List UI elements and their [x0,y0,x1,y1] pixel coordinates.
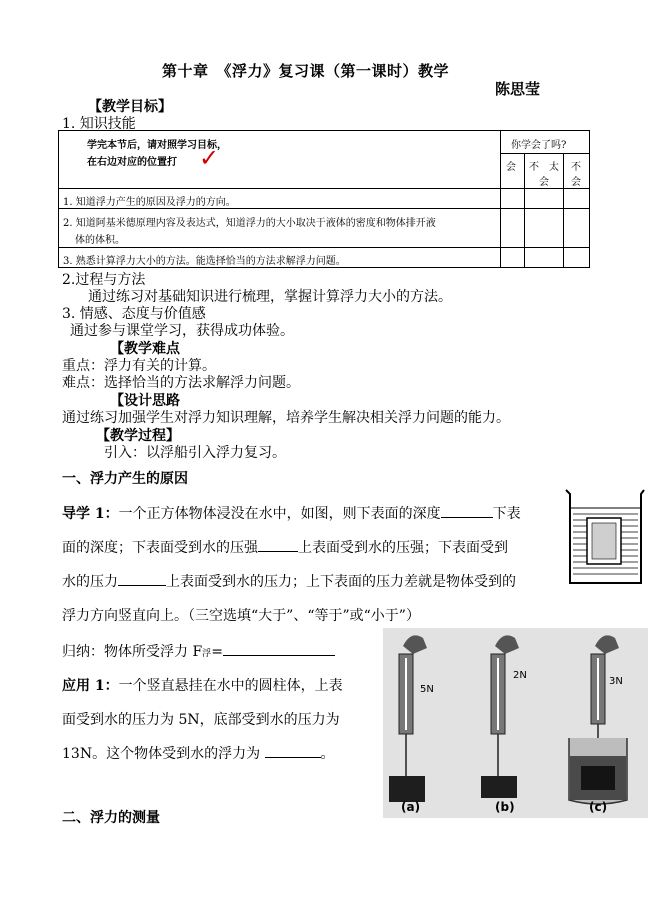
caption-b: (b) [495,800,515,814]
answer-blank[interactable] [118,573,166,586]
table-row-2-cont: 体的体积。 [75,235,125,246]
table-row-2: 2. 知道阿基米德原理内容及表达式，知道浮力的大小取决于液体的密度和物体排开液 [63,218,436,229]
summary-subscript: 浮 [202,649,212,659]
process-text: 通过练习对基础知识进行梳理，掌握计算浮力大小的方法。 [88,289,452,305]
section1-heading: 1. 知识技能 [62,116,136,132]
guide1-label: 导学 1： [62,506,119,522]
experiment-photo [383,628,648,818]
block-c [581,766,615,790]
process-heading: 2.过程与方法 [62,272,146,288]
table-line [500,131,501,268]
page-title: 第十章 《浮力》复习课（第一课时）教学 [162,62,450,80]
answer-blank[interactable] [223,643,335,656]
answer-blank[interactable] [258,539,298,552]
hand-a [403,635,427,654]
table-line [563,153,564,268]
guide1-text: 面的深度；下表面受到水的压强 [62,540,258,556]
answer-blank[interactable] [265,745,321,758]
apply1-line2: 面受到水的压力为 5N，底部受到水的压力为 [62,712,340,728]
block-b [481,776,517,798]
table-line [59,208,590,209]
table-line [524,153,525,268]
guide1-text: 上表面受到水的压强；下表面受到 [298,540,508,556]
hand-c [595,635,619,654]
design-heading: 【设计思路 [110,393,180,409]
apply1-text: 一个竖直悬挂在水中的圆柱体，上表 [118,678,343,694]
table-line [59,247,590,248]
objectives-heading: 【教学目标】 [88,99,172,115]
reading-c: 3N [609,676,623,687]
objectives-table [58,130,590,268]
column-hui: 会 [506,162,516,173]
apply1-text: 13N。这个物体受到水的浮力为 [62,746,261,762]
guide1-text: 一个正方体物体浸没在水中，如图，则下表面的深度 [118,506,441,522]
block-a [389,776,425,802]
guide1-text: 水的压力 [62,574,118,590]
part2-heading: 二、浮力的测量 [62,810,160,826]
guide1-line4: 浮力方向竖直向上。（三空选填“大于”、“等于”或“小于”） [62,608,420,624]
panel-b [481,635,519,798]
intro-text: 引入：以浮船引入浮力复习。 [104,445,286,461]
attitude-text: 通过参与课堂学习，获得成功体验。 [70,323,294,339]
experiment-photo-drawing [383,628,648,818]
difficult-point: 难点：选择恰当的方法求解浮力问题。 [62,375,300,391]
table-instruction-line2: 在右边对应的位置打 [87,157,177,168]
panel-c [569,635,627,804]
column-butai: 不 太 [529,162,559,173]
summary-label: 归纳：物体所受浮力 F [62,644,203,660]
summary-line [62,641,335,661]
guide1-line2 [62,537,508,557]
column-buhui-2: 会 [571,177,581,188]
guide1-text: 下表 [492,506,521,522]
apply1-line1 [62,675,343,695]
column-butai-2: 会 [539,177,549,188]
table-row-3: 3. 熟悉计算浮力大小的方法。能选择恰当的方法求解浮力问题。 [63,256,346,267]
guide1-text: 上表面受到水的压力；上下表面的压力差就是物体受到的 [166,574,516,590]
beaker-diagram [563,488,645,586]
hand-b [495,635,519,654]
apply1-text: 。 [320,746,335,762]
check-mark-icon: ✓ [199,144,220,172]
table-instruction-line1: 学完本节后，请对照学习目标， [87,140,227,151]
summary-eq: = [211,644,223,660]
answer-blank[interactable] [441,505,493,518]
table-row-1: 1. 知道浮力产生的原因及浮力的方向。 [63,197,236,208]
apply1-label: 应用 1： [62,678,119,694]
author-name: 陈思莹 [495,80,541,98]
column-buhui: 不 [571,162,581,173]
caption-a: (a) [401,800,421,814]
difficulty-heading: 【教学难点 [110,341,180,357]
guide1-line3 [62,571,516,591]
reading-a: 5N [420,684,434,695]
design-text: 通过练习加强学生对浮力知识理解，培养学生解决相关浮力问题的能力。 [62,410,510,426]
guide1-line1 [62,503,521,523]
caption-c: (c) [589,800,608,814]
key-point: 重点：浮力有关的计算。 [62,358,216,374]
cube-face [592,523,616,559]
apply1-line3 [62,743,335,763]
question-header: 你学会了吗? [511,140,567,151]
table-line [59,188,590,189]
table-line [500,153,590,154]
panel-a [389,635,427,802]
part1-heading: 一、浮力产生的原因 [62,471,188,487]
attitude-heading: 3. 情感、态度与价值感 [62,306,206,322]
process2-heading: 【教学过程】 [96,428,180,444]
reading-b: 2N [513,670,527,681]
